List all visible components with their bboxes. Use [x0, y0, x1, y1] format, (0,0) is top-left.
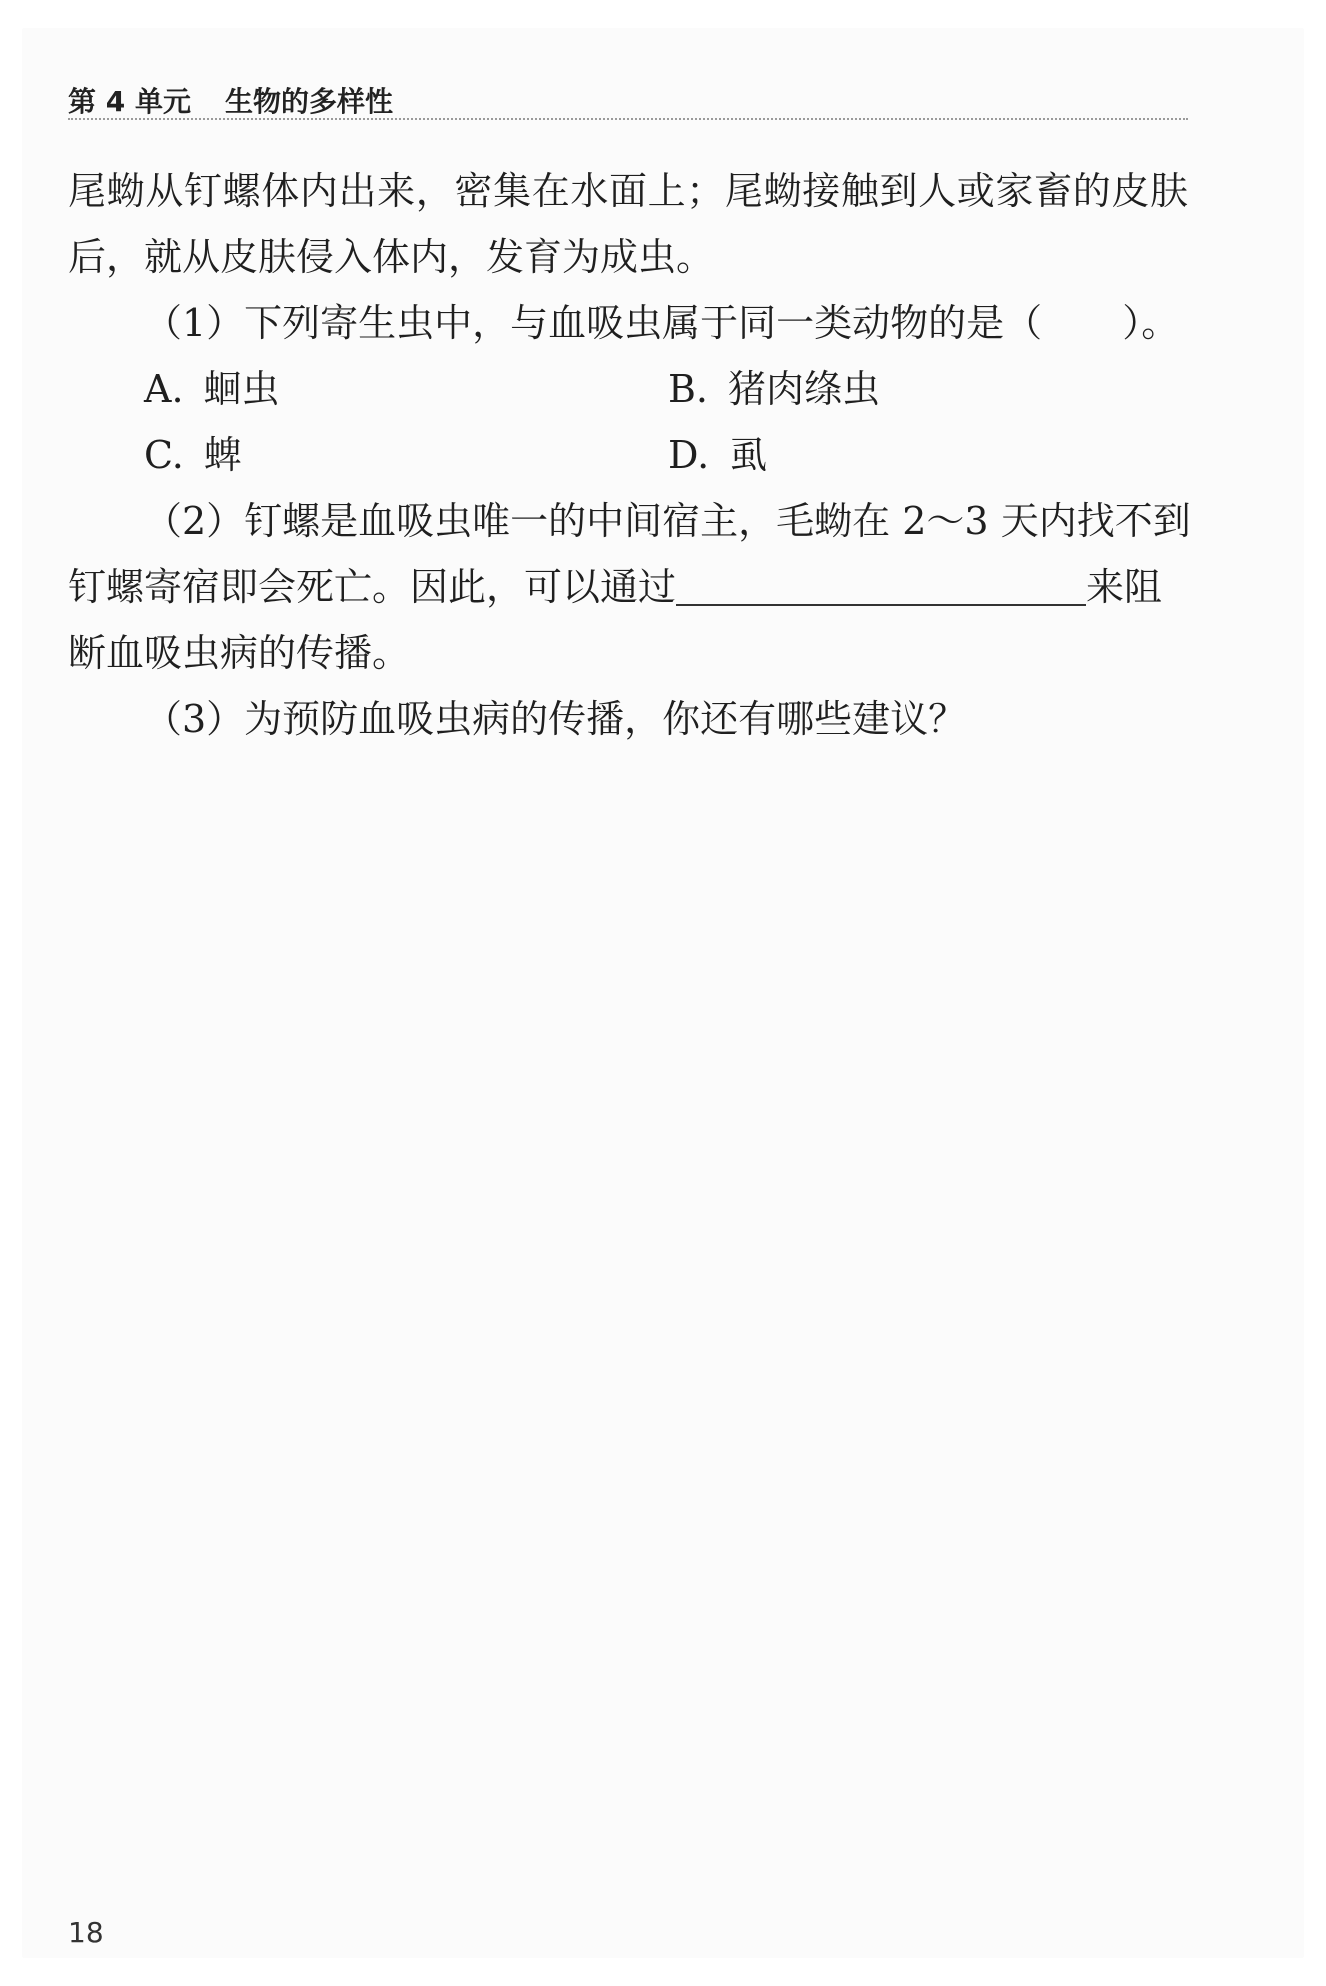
option-b	[668, 356, 880, 422]
page-number: 18	[68, 1916, 104, 1949]
question-2-line-2	[68, 554, 1188, 620]
question-1-stem	[68, 290, 1188, 356]
question-2-line-2-end: 来阻	[1086, 565, 1163, 609]
question-2-line-3: 断血吸虫病的传播。	[68, 631, 411, 675]
unit-label: 第 4 单元	[68, 85, 191, 118]
intro-line-1: 尾蚴从钉螺体内出来，密集在水面上；尾蚴接触到人或家畜的皮肤	[68, 169, 1188, 213]
answer-blank[interactable]	[676, 564, 1086, 606]
question-2-line-1: （2）钉螺是血吸虫唯一的中间宿主，毛蚴在 2～3 天内找不到	[144, 499, 1191, 543]
option-d-text: 虱	[729, 433, 768, 477]
option-c-text: 蜱	[203, 433, 242, 477]
intro-line-2: 后，就从皮肤侵入体内，发育为成虫。	[68, 235, 715, 279]
header-dotted-rule	[68, 118, 1188, 120]
option-c-letter: C.	[144, 433, 184, 477]
option-a-letter: A.	[144, 367, 184, 411]
option-d-letter: D.	[668, 433, 710, 477]
option-a	[144, 356, 280, 422]
page-header	[68, 80, 1188, 120]
options-row-1	[68, 356, 1188, 422]
options-row-2	[68, 422, 1188, 488]
question-2-line-2-text: 钉螺寄宿即会死亡。因此，可以通过	[68, 565, 677, 609]
option-c	[144, 422, 242, 488]
option-d	[668, 422, 767, 488]
question-body	[68, 158, 1191, 752]
question-1-stem-end: ）。	[1122, 301, 1180, 345]
option-a-text: 蛔虫	[203, 367, 280, 411]
question-3: （3）为预防血吸虫病的传播，你还有哪些建议？	[144, 697, 967, 741]
option-b-text: 猪肉绦虫	[728, 367, 881, 411]
option-b-letter: B.	[668, 367, 709, 411]
unit-title: 生物的多样性	[224, 85, 393, 118]
question-1-stem-text: （1）下列寄生虫中，与血吸虫属于同一类动物的是（	[144, 301, 1043, 345]
